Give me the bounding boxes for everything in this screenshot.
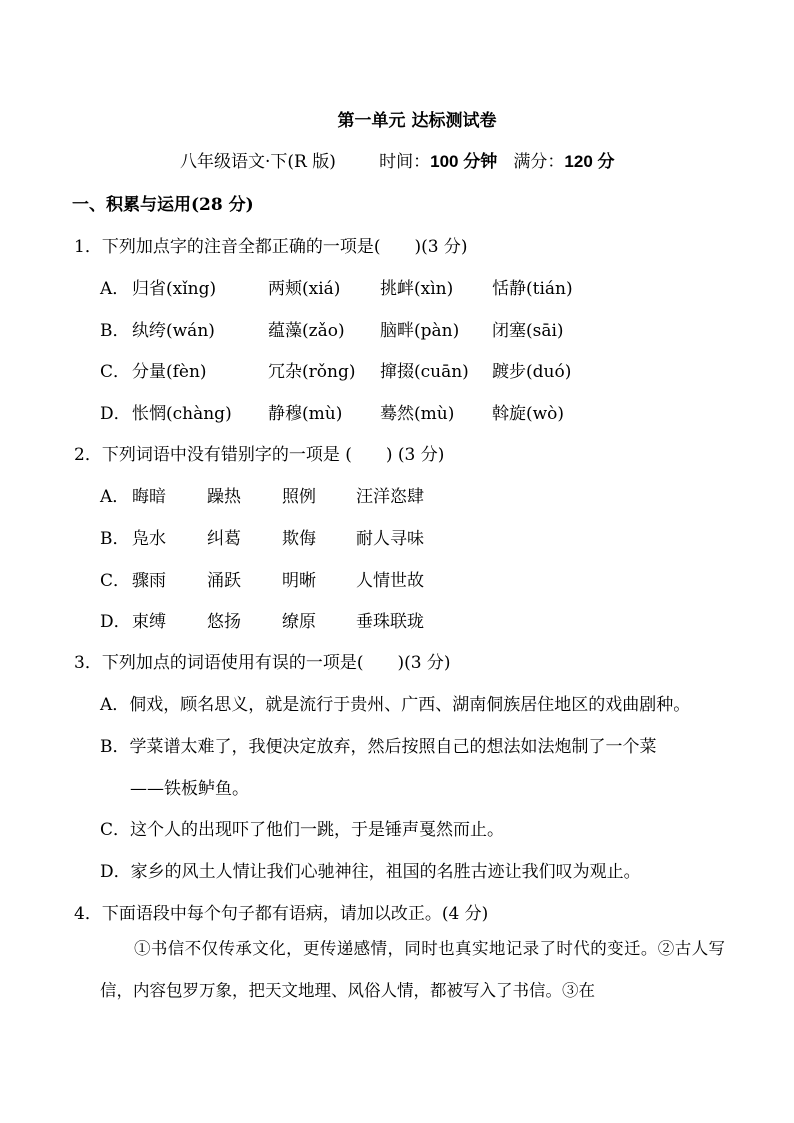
option-item: 踱步(duó) — [492, 362, 572, 382]
option-item: 涌跃 — [207, 571, 241, 591]
option-label: C． — [100, 362, 131, 382]
score-label: 满分： — [513, 152, 565, 172]
option-label: A． — [100, 487, 130, 507]
option-item: 纨绔(wán) — [132, 321, 215, 341]
time-label: 时间： — [379, 152, 431, 172]
option-item: 怅惘(chàng) — [132, 404, 232, 424]
exam-info — [180, 147, 615, 172]
option-item: 脑畔(pàn) — [380, 321, 460, 341]
option-item: 恬静(tián) — [492, 279, 573, 299]
page-title: 第一单元 达标测试卷 — [337, 111, 497, 131]
option-item: 两颊(xiá) — [268, 279, 341, 299]
score-value: 120 分 — [564, 152, 615, 171]
question-1-stem: 1．下列加点字的注音全都正确的一项是( )(3 分) — [74, 237, 468, 257]
section-title: 一、积累与运用(28 分) — [72, 195, 254, 215]
q3-option-c: C．这个人的出现吓了他们一跳，于是锤声戛然而止。 — [100, 820, 505, 840]
option-item: 躁热 — [207, 487, 241, 507]
option-label: B． — [100, 529, 130, 549]
option-item: 束缚 — [132, 612, 166, 632]
option-item: 撺掇(cuān) — [380, 362, 469, 382]
time-value: 100 分钟 — [430, 152, 498, 171]
option-item: 静穆(mù) — [268, 404, 343, 424]
q3-option-b-line2: ——铁板鲈鱼。 — [130, 779, 249, 799]
option-item: 悠扬 — [207, 612, 241, 632]
question-2-stem: 2．下列词语中没有错别字的一项是 ( ) (3 分) — [74, 445, 445, 465]
option-label: B． — [100, 321, 130, 341]
question-4-stem: 4．下面语段中每个句子都有语病，请加以改正。(4 分) — [74, 904, 489, 924]
option-item: 明晰 — [282, 571, 316, 591]
option-item: 分量(fèn) — [132, 362, 207, 382]
option-item: 汪洋恣肆 — [356, 487, 424, 507]
option-item: 人情世故 — [356, 571, 424, 591]
option-item: 晦暗 — [132, 487, 166, 507]
option-item: 蕴藻(zǎo) — [268, 321, 345, 341]
grade-edition: 八年级语文·下(R 版) — [180, 152, 336, 172]
option-item: 蓦然(mù) — [380, 404, 455, 424]
question-3-stem: 3．下列加点的词语使用有误的一项是( )(3 分) — [74, 653, 451, 673]
option-item: 纠葛 — [207, 529, 241, 549]
option-item: 垂珠联珑 — [356, 612, 424, 632]
option-item: 凫水 — [132, 529, 166, 549]
option-label: A． — [100, 279, 130, 299]
q3-option-b-line1: B．学菜谱太难了，我便决定放弃，然后按照自己的想法如法炮制了一个菜 — [100, 737, 657, 757]
option-label: C． — [100, 571, 131, 591]
option-item: 归省(xǐng) — [132, 279, 217, 299]
option-item: 闭塞(sāi) — [492, 321, 564, 341]
option-item: 斡旋(wò) — [492, 404, 565, 424]
option-item: 骤雨 — [132, 571, 166, 591]
option-item: 耐人寻味 — [356, 529, 424, 549]
option-label: D． — [100, 404, 131, 424]
option-label: D． — [100, 612, 131, 632]
option-item: 照例 — [282, 487, 316, 507]
q3-option-a: A．侗戏，顾名思义，就是流行于贵州、广西、湖南侗族居住地区的戏曲剧种。 — [100, 695, 691, 715]
option-item: 冗杂(rǒng) — [268, 362, 356, 382]
option-item: 欺侮 — [282, 529, 316, 549]
q4-passage: ①书信不仅传承文化，更传递感情，同时也真实地记录了时代的变迁。②古人写信，内容包罗万象，把天文地理、风俗人情，都被写入了书信。③在 — [100, 939, 725, 1000]
q3-option-d: D．家乡的风土人情让我们心驰神往，祖国的名胜古迹让我们叹为观止。 — [100, 862, 641, 882]
option-item: 挑衅(xìn) — [380, 279, 454, 299]
option-item: 缭原 — [282, 612, 316, 632]
